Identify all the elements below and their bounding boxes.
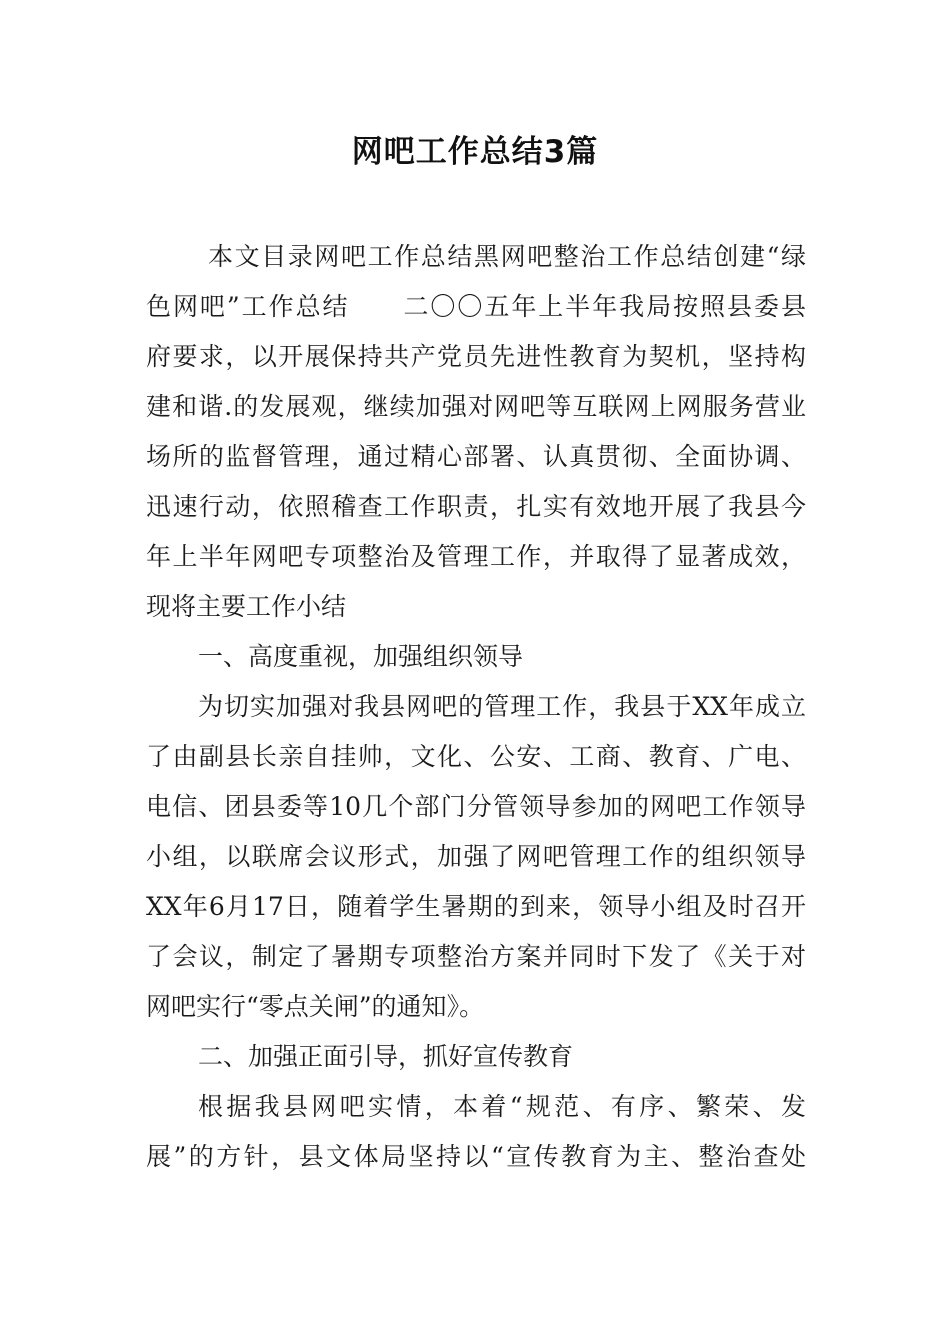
paragraph-line: 建和谐.的发展观，继续加强对网吧等互联网上网服务营业 <box>146 392 806 421</box>
paragraph-line: 根据我县网吧实情，本着“规范、有序、繁荣、发 <box>198 1092 806 1121</box>
paragraph-line: XX年6月17日，随着学生暑期的到来，领导小组及时召开 <box>146 892 806 921</box>
paragraph-line: 迅速行动，依照稽查工作职责，扎实有效地开展了我县今 <box>146 492 806 521</box>
paragraph-line: 了由副县长亲自挂帅，文化、公安、工商、教育、广电、 <box>146 742 806 771</box>
paragraph-line: 了会议，制定了暑期专项整治方案并同时下发了《关于对 <box>146 942 806 971</box>
paragraph-line: 本文目录网吧工作总结黑网吧整治工作总结创建“绿 <box>208 242 806 271</box>
paragraph-line: 色网吧”工作总结 二〇〇五年上半年我局按照县委县 <box>146 292 806 321</box>
paragraph-line: 年上半年网吧专项整治及管理工作，并取得了显著成效， <box>146 542 806 571</box>
paragraph-line: 展”的方针，县文体局坚持以“宣传教育为主、整治查处 <box>146 1142 806 1171</box>
document-title: 网吧工作总结3篇 <box>351 134 599 170</box>
paragraph-line: 府要求，以开展保持共产党员先进性教育为契机，坚持构 <box>146 342 806 371</box>
paragraph-line: 现将主要工作小结 <box>146 592 347 621</box>
paragraph-line: 为切实加强对我县网吧的管理工作，我县于XX年成立 <box>198 692 806 721</box>
paragraph-line: 小组，以联席会议形式，加强了网吧管理工作的组织领导 <box>146 842 806 871</box>
paragraph-line: 场所的监督管理，通过精心部署、认真贯彻、全面协调、 <box>146 442 806 471</box>
section-heading: 二、加强正面引导，抓好宣传教育 <box>198 1042 574 1071</box>
section-heading: 一、高度重视，加强组织领导 <box>198 642 524 671</box>
paragraph-line: 网吧实行“零点关闸”的通知》。 <box>146 992 485 1021</box>
paragraph-line: 电信、团县委等10几个部门分管领导参加的网吧工作领导 <box>146 792 806 821</box>
